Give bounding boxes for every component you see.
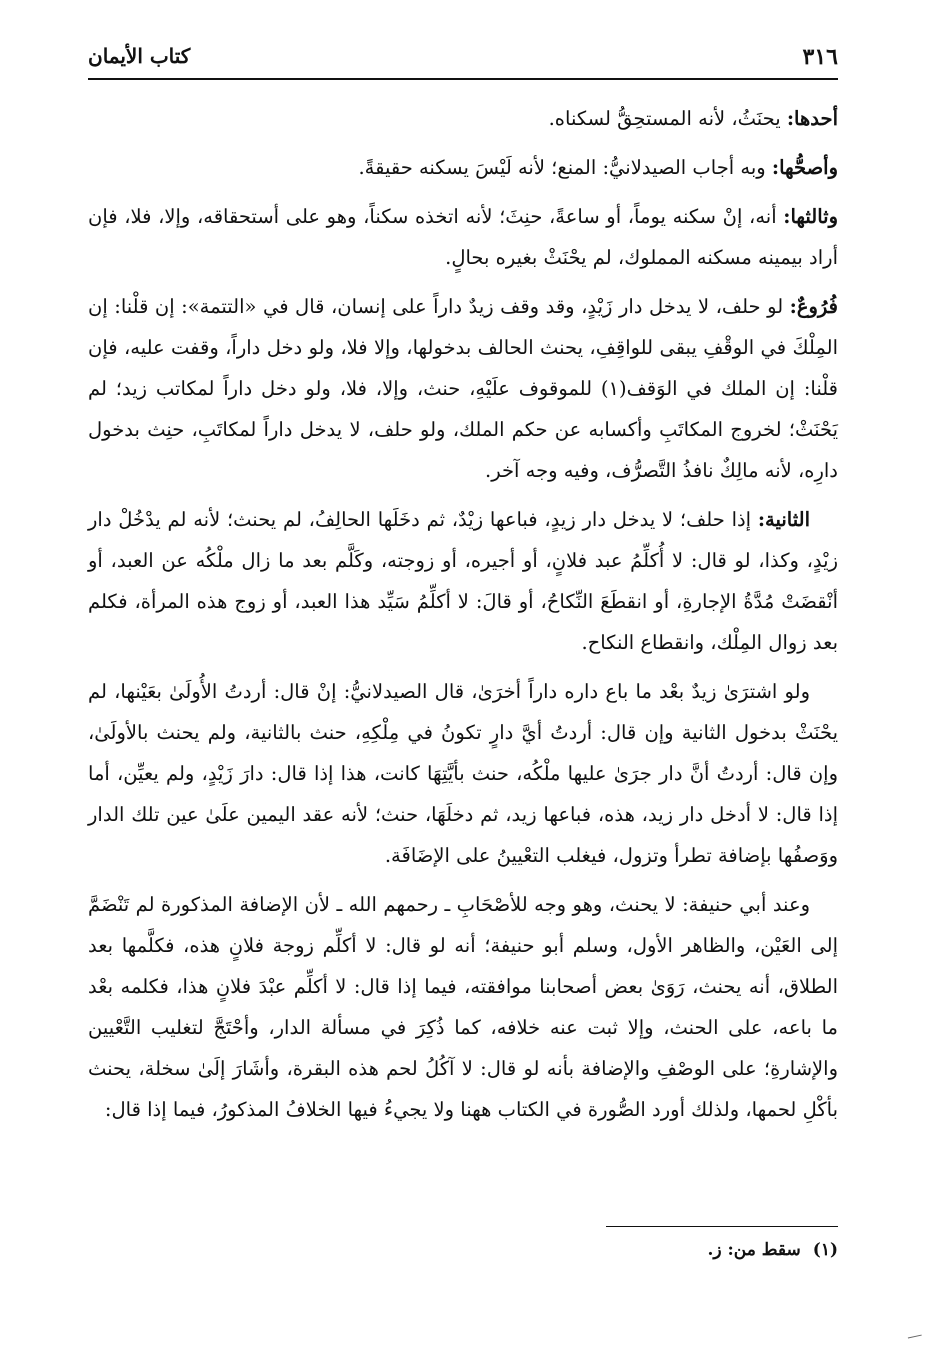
main-text bbox=[88, 98, 838, 1138]
footnote-rule bbox=[606, 1226, 838, 1227]
paragraph-text: لو حلف، لا يدخل دار زَيْدٍ، وقد وقف زيدٌ داراً على إنسان، قال في «التتمة»: إن قلْنا: إن المِلْكَ في الوقْفِ يبقى للواقِفِ، يحنث الحالف بدخولها، وإلا فلا، ولو دخل داراً، وقفت عليه، فإن قلْنا: إن الملك في الوَقف(١) للموقوف علَيْهِ، حنث، وإلا، فلا، ولو دخل داراً لمكاتب زيد؛ لم يَحْنَثْ؛ لخروج المكاتَبِ وأكسابه عن حكم الملك، ولو حلف، لا يدخل داراً لمكاتَبِ، حنِث بدخول دارِه، لأنه مالِكٌ نافذُ التَّصرُّف، وفيه وجه آخر. bbox=[88, 295, 838, 482]
paragraph-6 bbox=[88, 671, 838, 876]
paragraph-text: وعند أبي حنيفة: لا يحنث، وهو وجه للأصْحَابِ ـ رحمهم الله ـ لأن الإضافة المذكورة لم تَنْضَمَّ إلى العَيْن، والظاهر الأول، وسلم أبو حنيفة؛ أنه لو قال: لا أكلِّم زوجة فلانٍ هذه، فكلَّمها بعد الطلاق، أنه يحنث، رَوَىٰ بعض أصحابنا موافقته، فيما إذا قال: لا أكلِّم عبْدَ فلانٍ هذا، فكلمه بعْد ما باعه، على الحنث، وإلا ثبت عنه خلافه، كما ذُكِرَ في مسألة الدار، وأحْتَجَّ لتغليب التَّعْيين والإشارةِ؛ على الوصْفِ والإضافة بأنه لو قال: لا آكُلُ لحم هذه البقرة، وأشَارَ إلَىٰ سخلة، يحنث بأكْلِ لحمها، ولذلك أورد الصُّورة في الكتاب ههنا ولا يجيءُ فيها الخلافُ المذكورُ، فيما إذا قال: bbox=[88, 893, 838, 1121]
page-header bbox=[88, 38, 838, 74]
page-number: ٣١٦ bbox=[802, 44, 838, 70]
paragraph-text: يحنَثُ، لأنه المستحِقُّ لسكناه. bbox=[548, 107, 787, 130]
book-title: كتاب الأيمان bbox=[88, 44, 191, 68]
paragraph-1 bbox=[88, 98, 838, 139]
scan-mark bbox=[908, 1335, 922, 1341]
paragraph-text: ولو اشترَىٰ زيدٌ بعْد ما باع داره داراً أخرَىٰ، قال الصيدلانيُّ: إنْ قال: أردتُ الأُولَىٰ بعَيْنها، لم يحْنَثْ بدخول الثانية وإن قال: أردتُ أيَّ دارٍ تكونُ في مِلْكِهِ، حنث بالثانية، ولم يحنث بالأولَىٰ، وإن قال: أردتُ أنَّ دار جرَىٰ عليها ملْكُه، حنث بأيَّتِهَا كانت، هذا إذا قال: دارَ زَيْدٍ، ولم يعيِّن، أما إذا قال: لا أدخل دار زيد، هذه، فباعها زيد، ثم دخلَهَا، حنث؛ لأنه عقد اليمين علَىٰ عين تلك الدار ووَصفُها بإضافة تطرأ وتزول، فيغلب التعْيينُ على الإضَافَة. bbox=[88, 680, 838, 867]
paragraph-lead: أحدها: bbox=[786, 107, 838, 130]
paragraph-text: أنه، إنْ سكنه يوماً، أو ساعةً، حنِثَ؛ لأنه اتخذه سكناً، وهو على أستحقاقه، وإلا، فلا، فإن أراد بيمينه مسكنه المملوك، لم يحْنَثْ بغيره بحالٍ. bbox=[88, 205, 838, 269]
header-rule bbox=[88, 78, 838, 80]
paragraph-text: وبه أجاب الصيدلانيُّ: المنع؛ لأنه لَيْسَ يسكنه حقيقةً. bbox=[358, 156, 772, 179]
paragraph-lead: وأصحُّها: bbox=[771, 156, 838, 179]
footnote-number: (١) bbox=[812, 1240, 838, 1260]
paragraph-lead: وثالثها: bbox=[783, 205, 838, 228]
paragraph-2 bbox=[88, 147, 838, 188]
paragraph-7 bbox=[88, 884, 838, 1130]
paragraph-lead: الثانية: bbox=[757, 508, 810, 531]
paragraph-lead: فُرُوعٌ: bbox=[789, 295, 838, 318]
paragraph-3 bbox=[88, 196, 838, 278]
paragraph-4 bbox=[88, 286, 838, 491]
paragraph-5 bbox=[88, 499, 838, 663]
paragraph-text: إذا حلف؛ لا يدخل دار زيدٍ، فباعها زيْدٌ، ثم دخَلَها الحالِفُ، لم يحنث؛ لأنه لم يدْخُلْ دار زيْدٍ، وكذا، لو قال: لا أُكلِّمُ عبد فلانٍ، أو أجيره، أو زوجته، وكَلَّم بعد ما زال ملْكُه عن العبد، أو أنْقضَتْ مُدَّةُ الإجارةِ، أو انقطَعَ النِّكاحُ، أو قالَ: لا أكلِّمُ سَيِّد هذا العبد، أو زوج هذه المرأة، فكلم بعد زوال المِلْك، وانقطاع النكاح. bbox=[88, 508, 838, 654]
footnote-text: سقط من: ز. bbox=[707, 1240, 801, 1260]
footnote bbox=[88, 1240, 838, 1260]
